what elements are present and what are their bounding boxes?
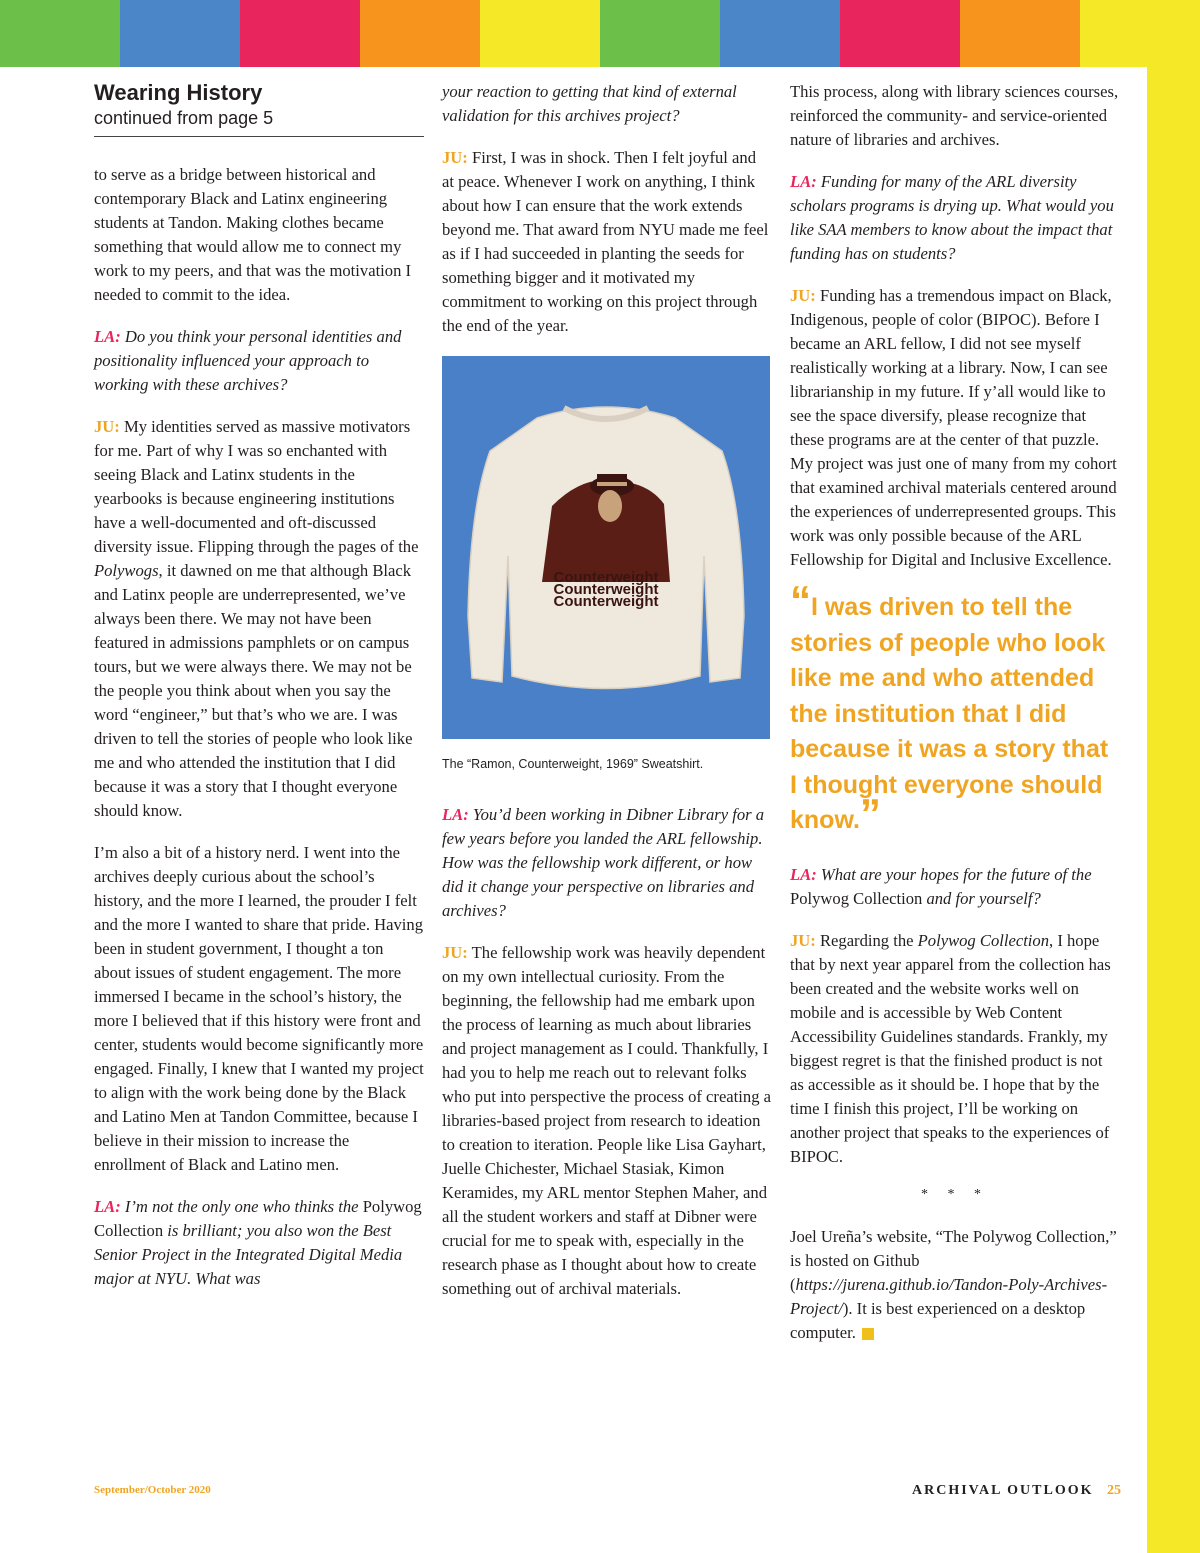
ju-tag: JU:: [442, 943, 468, 962]
close-quote-mark: ”: [859, 790, 881, 837]
column-1: [94, 80, 424, 1309]
color-bar: [840, 0, 960, 67]
page-number: 25: [1107, 1483, 1121, 1498]
column-2: [442, 80, 772, 1319]
la-tag: LA:: [94, 327, 121, 346]
paragraph: to serve as a bridge between historical and contemporary Black and Latinx engineering students at Tandon. Making clothes became something that would allow me to connect my work to my peers, and that was the motivation I needed to commit to the idea.: [94, 165, 412, 304]
answer-text: , it dawned on me that although Black and Latinx people are underrepresented, we’ve always been there. We may not have been featured in admissions pamphlets or on campus tours, but we were always there. We may not be the people you think about when you say the word “engineer,” but that’s who we are. I was driven to tell the stories of people who look like me and who attended the institution that I did because it was a story that I thought everyone should know.: [94, 561, 413, 820]
question-text: Do you think your personal identities and positionality influenced your approach to working with these archives?: [94, 327, 402, 394]
la-tag: LA:: [442, 805, 469, 824]
color-bar: [720, 0, 840, 67]
color-bar: [480, 0, 600, 67]
answer-text: The fellowship work was heavily dependent on my own intellectual curiosity. From the beginning, the fellowship had me embark upon the process of learning as much about libraries and project management as I could. Thankfully, I had you to help me reach out to relevant folks who put into perspective the process of creating a libraries-based project from research to ideation to creation to iteration. People like Lisa Gayhart, Juelle Chichester, Michael Stasiak, Kimon Keramides, my ARL mentor Stephen Maher, and all the student workers and staff at Dibner were crucial for me to speak with, especially in the research phase as I thought about how to create something out of archival materials.: [442, 943, 771, 1298]
question-text: What are your hopes for the future of the: [816, 864, 1092, 884]
la-tag: LA:: [790, 864, 817, 884]
answer: [442, 146, 772, 338]
shirt-print-text: Counterweight: [553, 581, 659, 598]
photo-caption: The “Ramon, Counterweight, 1969” Sweatshirt.: [442, 757, 704, 771]
answer-text: First, I was in shock. Then I felt joyful and at peace. Whenever I work on anything, I think about how I can ensure that the work extends beyond me. That award from NYU made me feel as if I had succeeded in planting the seeds for something bigger and it motivated my commitment to working on this project through the end of the year.: [442, 148, 769, 335]
answer-text: Funding has a tremendous impact on Black, Indigenous, people of color (BIPOC). Before I became an ARL fellow, I did not see myself realistically working at a library. Now, I can see librarianship in my future. If y’all would like to see the space diversify, please recognize that these programs are at the center of that puzzle. My project was just one of many from my cohort that examined archival materials centered around the experiences of underrepresented groups. This work was only possible because of the ARL Fellowship for Digital and Inclusive Excellence.: [790, 286, 1117, 569]
shirt-print-text: Counterweight: [553, 569, 659, 586]
answer: [790, 929, 1120, 1169]
answer-text: , I hope that by next year apparel from the collection has been created and the website works well on mobile and is accessible by Web Content Accessibility Guidelines standards. Frankly, my biggest regret is that the finished product is not as accessible as it should be. I hope that by the time I finish this project, I’ll be working on another project that speaks to the experiences of BIPOC.: [790, 930, 1111, 1166]
collection-name: Polywog Collection: [790, 888, 923, 908]
color-bar: [0, 0, 120, 67]
question: [94, 1195, 424, 1291]
ju-tag: JU:: [442, 148, 468, 167]
question-text: is brilliant; you also won the Best Senior Project in the Integrated Digital Media major at NYU. What was: [94, 1221, 403, 1288]
color-bar: [600, 0, 720, 67]
question-text: You’d been working in Dibner Library for a few years before you landed the ARL fellowship. How was the fellowship work different, or how did it change your perspective on libraries and archives?: [442, 805, 765, 920]
title-rule: [94, 136, 424, 137]
end-mark: [862, 1328, 874, 1340]
sweatshirt-photo: [442, 356, 770, 739]
answer-emphasis: Polywogs: [94, 561, 159, 580]
note-text: ). It is best experienced on a desktop computer.: [790, 1298, 1086, 1342]
ju-tag: JU:: [790, 286, 816, 305]
column-3: [790, 80, 1120, 1363]
la-tag: LA:: [94, 1197, 121, 1216]
open-quote-mark: “: [790, 577, 811, 624]
answer: [442, 941, 772, 1301]
answer: [94, 415, 424, 823]
shirt-print-text: Counterweight: [553, 593, 659, 610]
color-bar: [120, 0, 240, 67]
closing-note: [790, 1225, 1120, 1345]
article-subtitle: continued from page 5: [94, 108, 274, 128]
question: [790, 863, 1120, 911]
section-divider: * * *: [921, 1186, 989, 1202]
paragraph: I’m also a bit of a history nerd. I went into the archives deeply curious about the school’s history, and the more I learned, the prouder I felt and the more I wanted to share that pride. Having been in student government, I thought a ton about issues of student engagement. The more immersed I became in the school’s history, the more I believed that if this history were front and center, students would become significantly more engaged. Finally, I knew that I wanted my project to align with the work being done by the Black and Latino Men at Tandon Committee, because I believe in their mission to increase the enrollment of Black and Latino men.: [94, 843, 424, 1174]
question: [94, 325, 424, 397]
color-bar: [240, 0, 360, 67]
answer: [790, 284, 1120, 572]
paragraph: This process, along with library sciences courses, reinforced the community- and service-oriented nature of libraries and archives.: [790, 82, 1119, 149]
la-tag: LA:: [790, 172, 817, 191]
answer-text: My identities served as massive motivators for me. Part of why I was so enchanted with seeing Black and Latinx students in the yearbooks is because engineering institutions have a well-documented and oft-discussed diversity issue. Flipping through the pages of the: [94, 417, 419, 556]
publication-name: ARCHIVAL OUTLOOK: [912, 1483, 1094, 1498]
question-text: and for yourself?: [922, 888, 1041, 908]
sweatshirt-illustration: [442, 356, 770, 739]
answer-emphasis: Polywog Collection: [917, 930, 1050, 950]
yellow-page-edge: [1147, 0, 1200, 1553]
pull-quote: [790, 577, 1120, 839]
pull-quote-text: I was driven to tell the stories of people who look like me and who attended the institution that I did because it was a story that I thought everyone should know.: [790, 593, 1109, 834]
github-link[interactable]: https://jurena.github.io/Tandon-Poly-Archives-Project/: [790, 1274, 1108, 1318]
note-text: Joel Ureña’s website, “The Polywog Collection,” is hosted on Github (: [790, 1226, 1117, 1294]
color-bar-strip: [0, 0, 1200, 67]
question-continued: your reaction to getting that kind of external validation for this archives project?: [442, 82, 737, 125]
question: [790, 170, 1120, 266]
issue-date: September/October 2020: [94, 1484, 211, 1496]
article-title: Wearing History: [94, 80, 263, 105]
color-bar: [960, 0, 1080, 67]
ju-tag: JU:: [790, 930, 816, 950]
color-bar: [360, 0, 480, 67]
question-text: Funding for many of the ARL diversity scholars programs is drying up. What would you like SAA members to know about the impact that funding has on students?: [790, 172, 1114, 263]
collection-name: Polywog Collection: [94, 1197, 422, 1240]
ju-tag: JU:: [94, 417, 120, 436]
answer-text: Regarding the: [815, 930, 918, 950]
question: [442, 803, 772, 923]
question-text: I’m not the only one who thinks the: [120, 1197, 363, 1216]
